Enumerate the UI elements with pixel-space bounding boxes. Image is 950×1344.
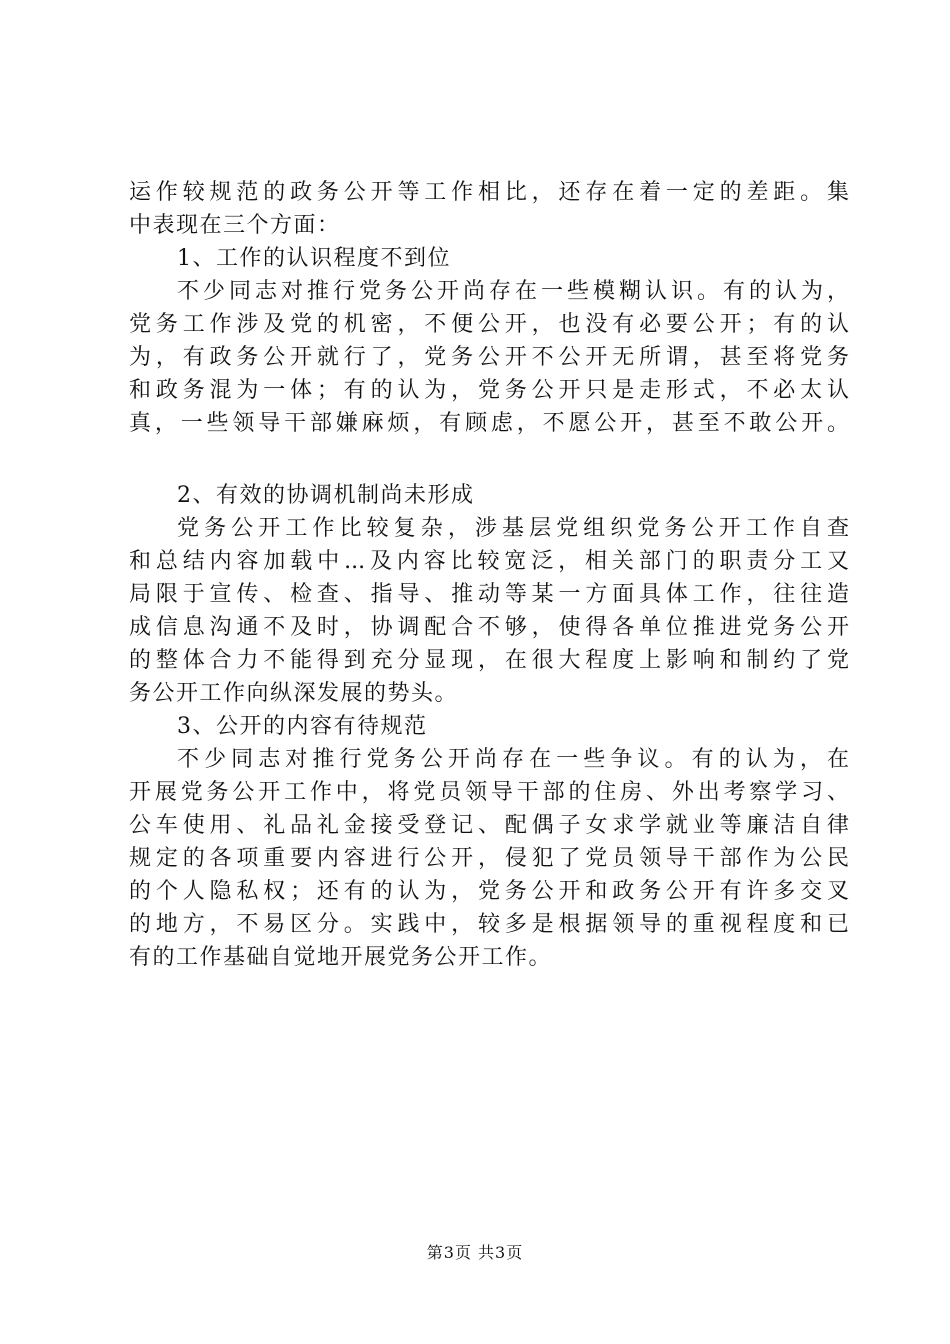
section-heading: 1、工作的认识程度不到位 xyxy=(177,246,451,271)
section-heading: 3、公开的内容有待规范 xyxy=(177,714,428,739)
section-heading: 2、有效的协调机制尚未形成 xyxy=(177,483,475,508)
paragraph-line: 开展党务公开工作中，将党员领导干部的住房、外出考察学习、 xyxy=(129,780,849,805)
paragraph-line: 成信息沟通不及时，协调配合不够，使得各单位推进党务公开 xyxy=(129,615,849,640)
paragraph-line: 党务工作涉及党的机密，不便公开，也没有必要公开；有的认 xyxy=(129,312,849,337)
paragraph-line: 规定的各项重要内容进行公开，侵犯了党员领导干部作为公民 xyxy=(129,846,849,871)
paragraph-line: 不少同志对推行党务公开尚存在一些模糊认识。有的认为， xyxy=(177,279,849,304)
document-body xyxy=(129,176,849,974)
body-line: 中表现在三个方面： xyxy=(129,213,341,238)
paragraph-line: 的个人隐私权；还有的认为，党务公开和政务公开有许多交叉 xyxy=(129,879,849,904)
paragraph-line: 的地方，不易区分。实践中，较多是根据领导的重视程度和已 xyxy=(129,912,849,937)
paragraph-line: 为，有政务公开就行了，党务公开不公开无所谓，甚至将党务 xyxy=(129,345,849,370)
paragraph-spacer xyxy=(129,440,849,479)
page-number-footer: 第3页 共3页 xyxy=(426,1243,524,1262)
paragraph-line: 公车使用、礼品礼金接受登记、配偶子女求学就业等廉洁自律 xyxy=(129,813,849,838)
paragraph-line: 的整体合力不能得到充分显现，在很大程度上影响和制约了党 xyxy=(129,648,849,673)
paragraph-line: 局限于宣传、检查、指导、推动等某一方面具体工作，往往造 xyxy=(129,582,849,607)
paragraph-line: 和政务混为一体；有的认为，党务公开只是走形式，不必太认 xyxy=(129,378,849,403)
paragraph-line: 党务公开工作比较复杂，涉基层党组织党务公开工作自查 xyxy=(177,516,849,541)
paragraph-line: 不少同志对推行党务公开尚存在一些争议。有的认为，在 xyxy=(177,747,849,772)
paragraph-line: 务公开工作向纵深发展的势头。 xyxy=(129,681,459,706)
paragraph-line: 和总结内容加载中...及内容比较宽泛，相关部门的职责分工又 xyxy=(129,549,849,574)
body-line: 运作较规范的政务公开等工作相比，还存在着一定的差距。集 xyxy=(129,180,849,205)
paragraph-line: 有的工作基础自觉地开展党务公开工作。 xyxy=(129,945,553,970)
paragraph-line: 真，一些领导干部嫌麻烦，有顾虑，不愿公开，甚至不敢公开。 xyxy=(129,411,849,436)
